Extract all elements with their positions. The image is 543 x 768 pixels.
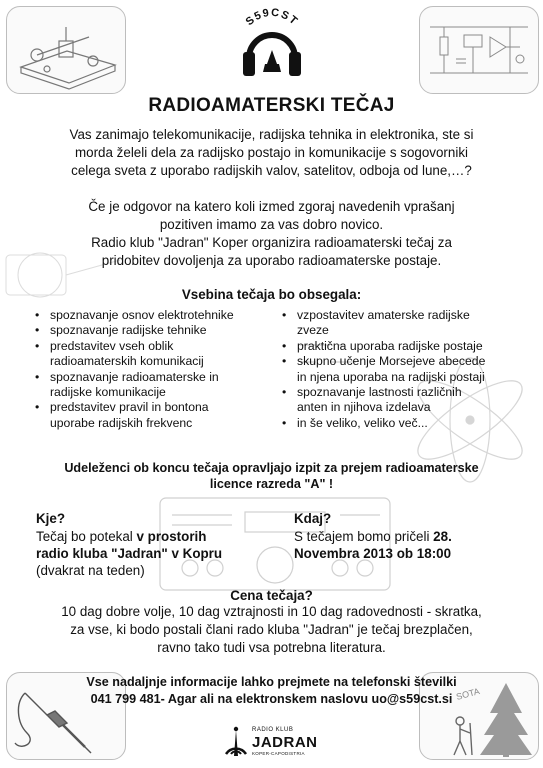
logo-callsign-arc xyxy=(232,6,312,50)
footer-line: Vse nadaljnje informacije lahko prejmete na telefonski številki xyxy=(86,675,457,689)
list-item: • predstavitev pravil in bontona uporabe radijskih frekvenc xyxy=(35,400,260,431)
list-item: • spoznavanje radioamaterske in radijske komunikacije xyxy=(35,370,260,401)
when-text: S tečajem bomo pričeli 28. Novembra 2013 ob 18:00 xyxy=(294,529,452,561)
content-list-right xyxy=(282,308,514,431)
list-item: • skupno učenje Morsejeve abecede in njena uporaba na radijski postaji xyxy=(282,354,514,385)
list-item: • spoznavanje osnov elektrotehnike xyxy=(35,308,260,323)
intro-line: morda želeli dela za radijsko postajo in komunikacije s sogovorniki xyxy=(75,145,468,160)
intro-line: Vas zanimajo telekomunikacije, radijska tehnika in elektronika, ste si xyxy=(69,127,474,142)
intro-line: celega sveta z uporabo radijskih valov, satelitov, odboja od lune,…? xyxy=(71,163,472,178)
list-item: • praktična uporaba radijske postaje xyxy=(282,339,514,354)
offer-paragraph xyxy=(30,198,513,270)
club-logo xyxy=(222,724,332,758)
logo-callsign: S59CST xyxy=(243,6,301,29)
price-text: 10 dag dobre volje, 10 dag vztrajnosti in 10 dag radovednosti - skratka, za vse, ki bodo postali člani rado kluba "Jadran" je tečaj brezplačen, ravno tako tudi vsa potrebna literatura. xyxy=(61,604,482,655)
offer-line: pozitiven imamo za vas dobro novico. xyxy=(159,217,384,232)
club-logo-subtext: KOPER-CAPODISTRIA xyxy=(252,751,305,756)
offer-line: pridobitev dovoljenja za uporabo radioamaterske postaje. xyxy=(101,253,442,268)
exam-notice xyxy=(30,460,513,492)
radio-tower-logo-icon xyxy=(222,724,250,758)
list-item: • in še veliko, veliko več... xyxy=(282,416,514,431)
content-heading: Vsebina tečaja bo obsegala: xyxy=(181,287,362,302)
list-item: • spoznavanje radijske tehnike xyxy=(35,323,260,338)
where-label: Kje? xyxy=(36,511,66,526)
content-list-left xyxy=(35,308,260,431)
intro-paragraph xyxy=(30,126,513,180)
circuit-schematic-icon xyxy=(420,7,538,93)
footer-line: 041 799 481- Agar ali na elektronskem naslovu uo@s59cst.si xyxy=(90,692,453,706)
morse-key-image xyxy=(6,6,126,94)
when-label: Kdaj? xyxy=(294,511,332,526)
offer-line: Radio klub "Jadran" Koper organizira radioamaterski tečaj za xyxy=(91,235,452,250)
svg-text:S59CST xyxy=(244,7,301,28)
contact-footer xyxy=(30,674,513,708)
morse-key-icon xyxy=(7,7,125,93)
offer-line: Če je odgovor na katero koli izmed zgoraj navedenih vprašanj xyxy=(88,199,455,214)
club-logo-name: JADRAN xyxy=(252,734,318,751)
notice-line: licence razreda "A" ! xyxy=(209,477,334,491)
notice-line: Udeleženci ob koncu tečaja opravljajo izpit za prejem radioamaterske xyxy=(64,461,479,475)
sota-label: SOTA xyxy=(455,686,481,702)
list-item: • spoznavanje lastnosti različnih anten in njihova izdelava xyxy=(282,385,514,416)
where-text: Tečaj bo potekal v prostorih radio kluba "Jadran" v Kopru (dvakrat na teden) xyxy=(36,529,223,578)
list-item: • predstavitev vseh oblik radioamaterskih komunikacij xyxy=(35,339,260,370)
circuit-schematic-image xyxy=(419,6,539,94)
list-item: • vzpostavitev amaterske radijske zveze xyxy=(282,308,514,339)
price-label: Cena tečaja? xyxy=(230,588,313,603)
page-title: RADIOAMATERSKI TEČAJ xyxy=(148,95,395,116)
club-logo-small-text: RADIO KLUB xyxy=(252,727,294,733)
